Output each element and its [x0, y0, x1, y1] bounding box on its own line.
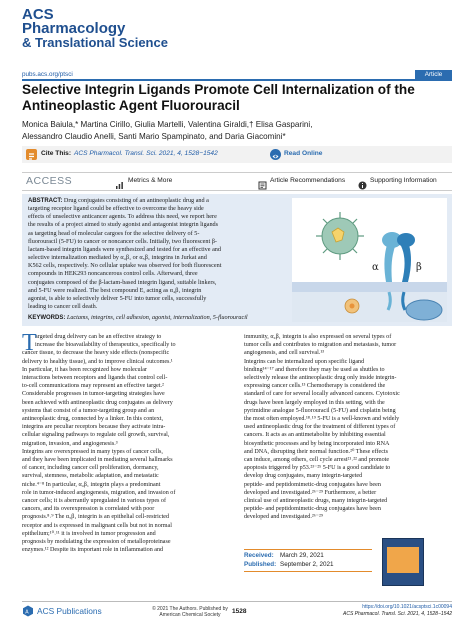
keywords	[28, 314, 448, 322]
publisher-name: ACS Publications	[37, 606, 102, 616]
header-rule	[22, 79, 452, 81]
body-line: Considerable progresses in tumor-targeting strategies have	[22, 391, 165, 398]
abstract-line: effects of unselective anticancer agents. To address this need, we report here	[28, 213, 217, 221]
cite-label[interactable]: Cite This:	[41, 150, 72, 157]
abstract-line: compounds in HEK293 noncancerous control cells. Afterward, three	[28, 270, 198, 278]
body-line: prognosis by modulating the expression of metalloproteinase	[22, 539, 171, 546]
body-line: of cancer, including cancer cell proliferation, dormancy,	[22, 465, 159, 472]
published-label: Published:	[244, 561, 277, 568]
page-number: 1528	[232, 608, 247, 615]
published-date: September 2, 2021	[280, 561, 334, 568]
body-line: the most often employed.¹⁸˒¹⁹ 5-FU is a well-known and widely	[244, 416, 400, 423]
abstract-line: conjugates composed of the β-lactam-based integrin ligand, suitable linkers,	[28, 278, 217, 286]
abstract-line: lactam-based integrin ligands were synthesized and tested for an effective and	[28, 245, 221, 253]
body-line: systems that consist of a tumor-targeting group and an	[22, 407, 155, 414]
received-row	[244, 552, 324, 561]
abstract-line: targeting receptor ligand could be effective to overcome the heavy side	[28, 205, 204, 213]
body-line: migration, invasion, and angiogenesis.³	[22, 440, 118, 447]
authors-line-1[interactable]: Monica Baiula,* Martina Cirillo, Giulia Martelli, Valentina Giraldi,† Elisa Gasparini,	[22, 120, 313, 129]
body-line: epithelium;¹⁰˒¹¹ it is involved in tumor progression and	[22, 530, 156, 537]
body-line: delivery to healthy tissue), and to improve clinical outcomes.¹	[22, 358, 173, 365]
footer-citation	[300, 604, 452, 617]
copyright	[140, 606, 240, 618]
body-line: angiogenesis, and cell survival.¹³	[244, 350, 324, 357]
access-bar	[22, 172, 452, 191]
footer-rule	[22, 601, 452, 602]
body-line: enzymes.¹² Despite its important role in inflammation and	[22, 547, 164, 554]
body-line: and they have been implicated in mediating several hallmarks	[22, 457, 173, 464]
cover-art	[387, 547, 419, 573]
body-line: interactions between receptors and ligands that control cell-	[22, 375, 168, 382]
abstract-line: fluorouracil (5-FU) to cancer or noncancer cells. Initially, two fluorescent β-	[28, 237, 217, 245]
body-line: selectively release the antineoplastic drug only inside integrin-	[244, 375, 397, 382]
recommendations-icon[interactable]	[258, 177, 267, 195]
body-line: cellular signaling pathways to regulate cell growth, survival,	[22, 432, 170, 439]
read-online-icon[interactable]	[270, 149, 281, 160]
body-line: peptide- and peptidomimetic-drug conjugates have been	[244, 481, 381, 488]
date-rule-bottom	[244, 571, 372, 572]
abstract-line: selective internalization mediated by α₄β₁ or α₅β₁ integrins in Jurkat and	[28, 254, 207, 262]
body-right-column	[244, 333, 452, 568]
journal-cover-thumbnail[interactable]	[382, 538, 424, 586]
received-date: March 29, 2021	[280, 552, 324, 559]
alpha-label: α	[372, 262, 379, 273]
authors	[22, 119, 312, 143]
beta-label: β	[416, 262, 422, 273]
keywords-text: Lactams, integrins, cell adhesion, agonist, internalization, 5-fluorouracil	[66, 314, 248, 321]
keywords-label: KEYWORDS:	[28, 315, 66, 321]
body-line: used antineoplastic drug for the treatment of different types of	[244, 424, 396, 431]
abstract-line: leading to cancer cell death.	[28, 303, 98, 311]
body-line: argeted drug delivery can be an effective strategy to	[35, 334, 162, 340]
body-right-text	[244, 333, 452, 522]
supporting-info-link[interactable]: Supporting Information	[370, 177, 437, 184]
body-line: to-cell communications may represent an effective target.²	[22, 383, 164, 390]
recommendations-link[interactable]: Article Recommendations	[270, 177, 346, 184]
body-left-text	[22, 330, 231, 554]
body-line: apoptosis triggered by p53.²³⁻²⁵ 5-FU is a good candidate to	[244, 465, 391, 472]
body-line: developed and investigated.²⁶⁻²⁹ Furthermore, a better	[244, 489, 377, 496]
body-line: expressing cancer cells.¹³ Chemotherapy is considered the	[244, 383, 386, 390]
drop-cap: T	[22, 330, 37, 356]
body-line: peptide- and peptidomimetic-drug conjugates have been	[244, 506, 381, 513]
body-line: can induce, among others, cell cycle arrest²¹˒²² and promote	[244, 457, 390, 464]
body-line: developed and investigated.²⁶⁻²⁹	[244, 514, 323, 521]
acs-publications-logo[interactable]	[22, 605, 102, 617]
cite-bar	[22, 146, 452, 163]
body-line: and DNA, disrupting their normal function.²⁰ These effects	[244, 448, 388, 455]
published-row	[244, 561, 334, 570]
body-line: cancer tissue, to decrease the heavy side effects (nonspecific	[22, 350, 170, 357]
toc-graphic	[292, 198, 447, 322]
body-line: Integrins are overexpressed in many types of cancer cells,	[22, 448, 163, 455]
supporting-info-icon[interactable]	[358, 177, 367, 195]
authors-line-2[interactable]: Alessandro Claudio Anelli, Santi Mario Spampinato, and Daria Giacomini*	[22, 132, 286, 141]
body-line: biosynthetic processes and by being incorporated into RNA	[244, 440, 390, 447]
body-line: Integrins can be internalized upon specific ligand	[244, 358, 365, 365]
journal-url[interactable]: pubs.acs.org/ptsci	[22, 71, 73, 78]
body-line: cancer cells; it is aberrantly upregulated in various types of	[22, 498, 166, 505]
abstract-line: the results of a project aimed to study agonist and antagonist integrin ligands	[28, 221, 219, 229]
logo-line-3: & Translational Science	[22, 35, 168, 50]
abstract-line: as targeting head of molecular cargoes for the selective delivery of 5-	[28, 229, 200, 237]
body-line: standard of care for several locally advanced cancers. Cytotoxic	[244, 391, 400, 398]
article-title	[22, 82, 415, 114]
body-line: cancers. It acts as an antimetabolite by inhibiting essential	[244, 432, 386, 439]
cite-icon[interactable]	[26, 149, 37, 160]
body-line: receptor and is expressed in malignant cells but not in normal	[22, 522, 172, 529]
body-left-column	[22, 330, 231, 554]
body-line: niche.⁴⁻⁸ In particular, α₄β₁ integrin plays a predominant	[22, 481, 161, 488]
article-type-badge: Article	[415, 70, 452, 79]
received-label: Received:	[244, 552, 274, 559]
metrics-icon[interactable]	[115, 177, 124, 195]
metrics-link[interactable]: Metrics & More	[128, 177, 173, 184]
body-line: role in tumor-induced angiogenesis, migration, and invasion of	[22, 489, 176, 496]
body-line: tumor cells and contributes to migration and metastasis, tumor	[244, 342, 397, 349]
date-rule	[244, 549, 372, 550]
body-line: survival, stemness, metabolic adaptation, and metastatic	[22, 473, 159, 480]
footer-reference: ACS Pharmacol. Transl. Sci. 2021, 4, 1528−1542	[343, 610, 452, 617]
spike-particle	[316, 212, 364, 260]
body-line: antineoplastic drug, connected by a linker. In this context,	[22, 416, 163, 423]
abstract-heading: ABSTRACT:	[28, 198, 63, 204]
read-online-link[interactable]: Read Online	[284, 150, 323, 157]
doi-link[interactable]: https://doi.org/10.1021/acsptsci.1c00094	[362, 604, 452, 610]
body-line: drugs have been largely employed in this setting, with the	[244, 399, 385, 406]
abstract-line: Drug conjugates consisting of an antineoplastic drug and a	[63, 197, 209, 204]
body-line: been achieved with antineoplastic drug conjugates as delivery	[22, 399, 173, 406]
logo-line-2: Pharmacology	[22, 20, 126, 37]
body-line: develop drug conjugates, many integrin-targeted	[244, 473, 363, 480]
body-line: increase the bioavailability of therapeutics, specifically to	[35, 342, 176, 349]
abstract-line: and 5-FU were realized. The best compound E, acting as α₄β₁ integrin	[28, 286, 202, 294]
abstract-box	[22, 194, 452, 326]
title-line-2: Antineoplastic Agent Fluorouracil	[22, 98, 240, 113]
body-line: integrins are peculiar receptors because they activate intra-	[22, 424, 166, 431]
cite-reference[interactable]: ACS Pharmacol. Transl. Sci. 2021, 4, 1528−1542	[74, 150, 218, 157]
abstract-line: agonist, is able to selectively deliver 5-FU into tumor cells, successfully	[28, 294, 207, 302]
body-line: In particular, it has been recognized how molecular	[22, 366, 147, 373]
copyright-line-2: American Chemical Society	[159, 612, 221, 619]
body-line: immunity, α₄β₁ integrin is also expressed on several types of	[244, 334, 392, 340]
body-line: prognosis.⁸˒⁹ The α₅β₁ integrin is an epithelial cell-restricted	[22, 514, 170, 521]
title-line-1: Selective Integrin Ligands Promote Cell Internalization of the	[22, 82, 415, 97]
access-label[interactable]: ACCESS	[26, 175, 73, 187]
abstract-text	[28, 197, 286, 311]
body-line: pyrimidine analogue 5-fluorouracil (5-FU) and cisplatin being	[244, 407, 396, 414]
body-line: clinical use of antineoplastic drugs, many integrin-targeted	[244, 498, 388, 505]
cell-membrane	[292, 282, 447, 292]
internalized-vesicle	[345, 299, 359, 313]
svg-text:A: A	[25, 609, 29, 616]
body-line: cancers, and its overexpression is correlated with poor	[22, 506, 155, 513]
journal-logo[interactable]	[22, 8, 168, 50]
abstract-line: K562 cells, respectively. No cellular uptake was observed for both fluorescent	[28, 262, 222, 270]
logo-line-1: ACS	[22, 6, 54, 23]
acs-hexagon-icon	[22, 605, 34, 617]
body-line: binding¹⁴⁻¹⁷ and therefore they may be used as shuttles to	[244, 366, 385, 373]
copyright-line-1: © 2021 The Authors. Published by	[152, 606, 228, 612]
